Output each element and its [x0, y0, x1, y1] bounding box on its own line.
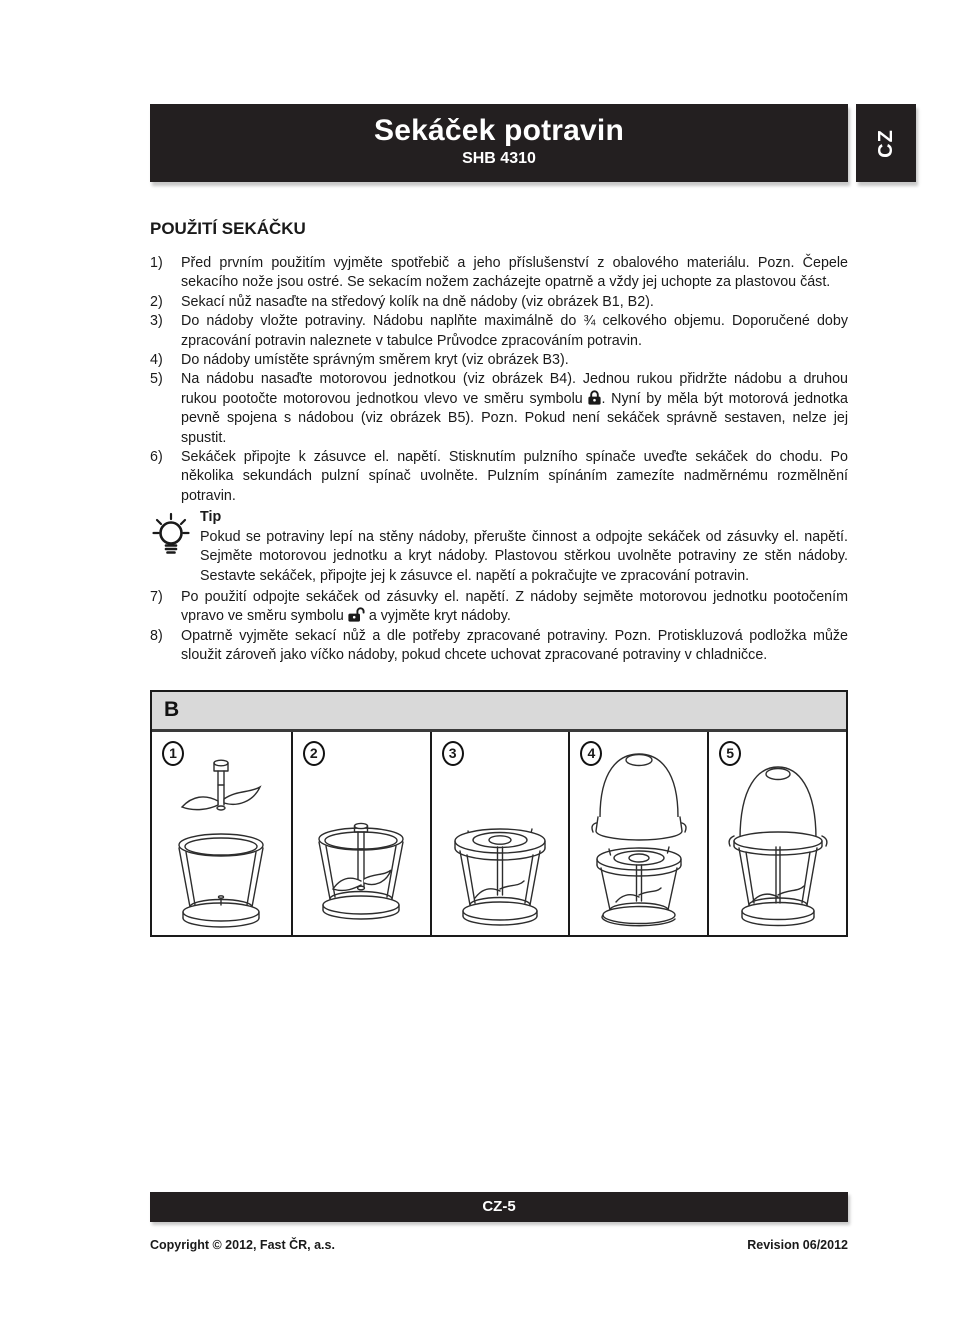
tip-body: [200, 508, 848, 586]
step-text: Do nádoby vložte potraviny. Nádobu naplňte maximálně do ¾ celkového objemu. Doporučené doby zpracování potravin naleznete v tabulce Průvodce zpracováním potravin.: [181, 313, 848, 349]
step-number: 2): [150, 293, 163, 310]
language-tab: [856, 104, 916, 182]
step-text-segment: . Nyní by měla být motorová jednotka pevně spojena s nádobou (viz obrázek B5). Pozn. Pokud není sekáček správně sestaven, nelze jej spustit.: [181, 390, 848, 446]
list-item: [150, 254, 848, 293]
copyright-text: Copyright © 2012, Fast ČR, a.s.: [150, 1238, 335, 1252]
revision-text: Revision 06/2012: [747, 1238, 848, 1252]
lock-open-icon: [348, 607, 365, 622]
step-text-segment: Na nádobu nasaďte motorovou jednotkou (viz obrázek B4). Jednou rukou přidržte nádobu a druhou rukou pootočte motorovou jednotkou vlevo ve směru symbolu: [181, 371, 848, 407]
title-bar: [150, 104, 848, 182]
step-number: 4): [150, 352, 163, 369]
section-heading: POUŽITÍ SEKÁČKU: [150, 219, 306, 238]
step-number: 3): [150, 313, 163, 330]
tip-text: Pokud se potraviny lepí na stěny nádoby, přerušte činnost a odpojte sekáček od zásuvky el. napětí. Sejměte motorovou jednotku a kryt nádoby. Plastovou stěrkou uvolněte potraviny ze stěn nádoby. Sestavte sekáček, připojte jej k zásuvce el. napětí a pokračujte ve zpracování potravin.: [200, 528, 848, 584]
step-number: 7): [150, 588, 163, 605]
figure-b-panels: [152, 732, 846, 935]
chopping-blade-above-bowl-illustration: [155, 747, 287, 929]
page-title: Sekáček potravin: [374, 114, 624, 147]
step-number: 6): [150, 449, 163, 466]
panel-number-badge: 3: [442, 741, 464, 766]
bowl-with-lid-illustration: [434, 747, 566, 929]
footer-meta: [150, 1238, 848, 1252]
step-text: [181, 370, 848, 448]
step-text-segment: a vyjměte kryt nádoby.: [364, 608, 511, 625]
step-text: [181, 588, 848, 627]
motor-unit-above-bowl-illustration: [573, 747, 705, 929]
step-text: Opatrně vyjměte sekací nůž a dle potřeby zpracované potraviny. Pozn. Protiskluzová podložka může sloužit zároveň jako víčko nádoby, pokud chcete uchovat zpracované potraviny v chladničce.: [181, 627, 848, 664]
figure-b: [150, 690, 848, 937]
step-text: Sekací nůž nasaďte na středový kolík na dně nádoby (viz obrázek B1, B2).: [181, 293, 654, 310]
panel-number-badge: 1: [162, 741, 184, 766]
chopping-blade-inserted-in-bowl-illustration: [295, 747, 427, 929]
tip-block: [150, 508, 848, 586]
instructions-list: [150, 254, 848, 666]
figure-panel-5: [707, 732, 846, 935]
step-text: Sekáček připojte k zásuvce el. napětí. Stisknutím pulzního spínače uveďte sekáček do chodu. Po několika sekundách pulzní spínač uvolněte. Pulzním spínáním zamezíte nadměrnému rozmělnění potravin.: [181, 449, 848, 504]
list-item: [150, 627, 848, 666]
figure-panel-2: [291, 732, 430, 935]
figure-panel-4: [568, 732, 707, 935]
lock-closed-icon: [588, 390, 601, 405]
model-number: SHB 4310: [462, 150, 536, 167]
step-number: 8): [150, 627, 163, 644]
figure-panel-1: [152, 732, 291, 935]
step-text-segment: Po použití odpojte sekáček od zásuvky el. napětí. Z nádoby sejměte motorovou jednotku pootočením vpravo ve směru symbolu: [181, 588, 848, 625]
step-text: Před prvním použitím vyjměte spotřebič a jeho příslušenství z obalového materiálu. Pozn. Čepele sekacího nože jsou ostré. Se sekacím nožem zacházejte opatrně a vždy jej uchopte za plastovou část.: [181, 255, 848, 291]
list-item: [150, 588, 848, 627]
panel-number-badge: 4: [580, 741, 602, 766]
figure-panel-3: [430, 732, 569, 935]
list-item: [150, 293, 848, 312]
panel-number-badge: 2: [303, 741, 325, 766]
step-number: 5): [150, 371, 163, 388]
lightbulb-icon: [150, 508, 200, 586]
language-tab-label: CZ: [874, 128, 897, 158]
list-item: [150, 351, 848, 370]
tip-label: Tip: [200, 509, 222, 526]
list-item: [150, 312, 848, 351]
page-number-bar: CZ-5: [150, 1192, 848, 1222]
fully-assembled-chopper-illustration: [712, 747, 844, 929]
step-text: Do nádoby umístěte správným směrem kryt (viz obrázek B3).: [181, 352, 569, 369]
list-item: [150, 370, 848, 448]
figure-b-label: B: [152, 692, 846, 732]
list-item: [150, 448, 848, 506]
step-number: 1): [150, 255, 163, 271]
panel-number-badge: 5: [719, 741, 741, 766]
